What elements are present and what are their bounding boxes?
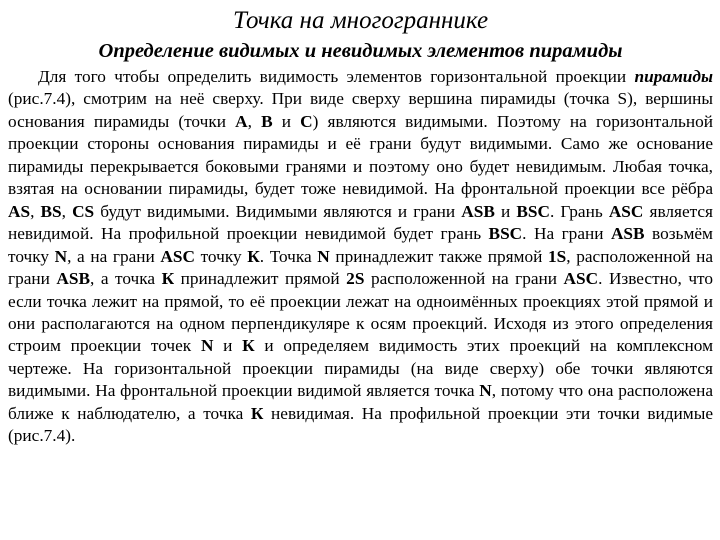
- emphasis-run: ASC: [160, 246, 195, 266]
- text-run: и: [272, 111, 301, 131]
- emphasis-run: К: [161, 269, 175, 289]
- text-run: , потому что она расположена ближе к наблюдателю, а точка: [8, 381, 713, 423]
- emphasis-run: ASC: [563, 269, 599, 289]
- emphasis-run: BSC: [516, 201, 550, 221]
- text-run: (рис.7.4), смотрим на неё сверху. При виде сверху вершина пирамиды (точка S), вершины основания пирамиды (точки: [8, 89, 713, 131]
- emphasis-run: ASC: [608, 201, 644, 221]
- text-run: и определяем видимость этих проекций на комплексном чертеже. На горизонтальной проекции пирамиды (на виде сверху) обе точки являются видимыми. На фронтальной проекции видимой является точка: [8, 336, 713, 401]
- emphasis-run: пирамиды: [634, 67, 713, 86]
- text-run: точку: [194, 246, 248, 266]
- text-run: ,: [30, 201, 41, 221]
- emphasis-run: К: [242, 336, 255, 356]
- text-run: . Точка: [259, 246, 318, 266]
- emphasis-run: AS: [8, 201, 31, 221]
- text-run: невидимая. На профильной проекции эти точки видимые (рис.7.4).: [8, 403, 713, 446]
- text-run: будут видимыми. Видимыми являются и грани: [94, 201, 462, 221]
- page-title: Точка на многограннике: [232, 7, 489, 34]
- emphasis-run: CS: [72, 201, 95, 221]
- text-run: , а на грани: [67, 246, 161, 266]
- emphasis-run: BSC: [488, 224, 523, 244]
- emphasis-run: ASB: [461, 201, 495, 221]
- emphasis-run: 2S: [346, 269, 365, 289]
- emphasis-run: В: [261, 111, 273, 131]
- section-subtitle: Определение видимых и невидимых элементов пирамиды: [98, 40, 623, 62]
- text-run: и: [213, 336, 243, 356]
- text-run: . На грани: [522, 224, 611, 244]
- emphasis-run: N: [317, 246, 330, 266]
- text-run: ) являются видимыми. Поэтому на горизонтальной проекции стороны основания пирамиды и её грани будут видимыми. Само же основание пирамиды перекрывается боковыми гранями и поэтому оно будет невидимым. Любая точка, взятая на основании пирамиды, будет тоже невидимой. На фронтальной проекции все рёбра: [8, 111, 714, 199]
- text-run: . Известно, что если точка лежит на прямой, то её проекции лежат на одноимённых проекциях этой прямой и они располагаются на одном перпендикуляре к осям проекций. Исходя из этого определения строим проекции точек: [8, 269, 713, 356]
- text-run: расположенной на грани: [364, 269, 564, 289]
- emphasis-run: N: [54, 246, 68, 266]
- body-paragraph: [8, 66, 713, 448]
- text-run: . Грань: [549, 201, 609, 221]
- text-run: принадлежит прямой: [174, 269, 347, 289]
- text-run: принадлежит также прямой: [329, 246, 549, 266]
- text-run: возьмём точку: [8, 224, 713, 266]
- text-run: ,: [247, 111, 262, 131]
- emphasis-run: N: [479, 381, 492, 401]
- emphasis-run: ASB: [56, 269, 91, 289]
- text-run: , а точка: [90, 269, 162, 289]
- text-run: Для того чтобы определить видимость элементов горизонтальной проекции: [38, 67, 635, 86]
- emphasis-run: BS: [40, 201, 62, 221]
- emphasis-run: К: [250, 403, 264, 423]
- emphasis-run: ASB: [610, 224, 645, 244]
- emphasis-run: С: [300, 111, 313, 131]
- emphasis-run: К: [247, 246, 260, 266]
- text-run: является невидимой. На профильной проекции невидимой будет грань: [8, 201, 714, 244]
- text-run: , расположенной на грани: [8, 246, 714, 289]
- emphasis-run: А: [235, 111, 248, 131]
- emphasis-run: N: [200, 336, 214, 356]
- text-run: и: [494, 201, 517, 221]
- emphasis-run: 1S: [548, 246, 567, 266]
- text-run: ,: [61, 201, 73, 221]
